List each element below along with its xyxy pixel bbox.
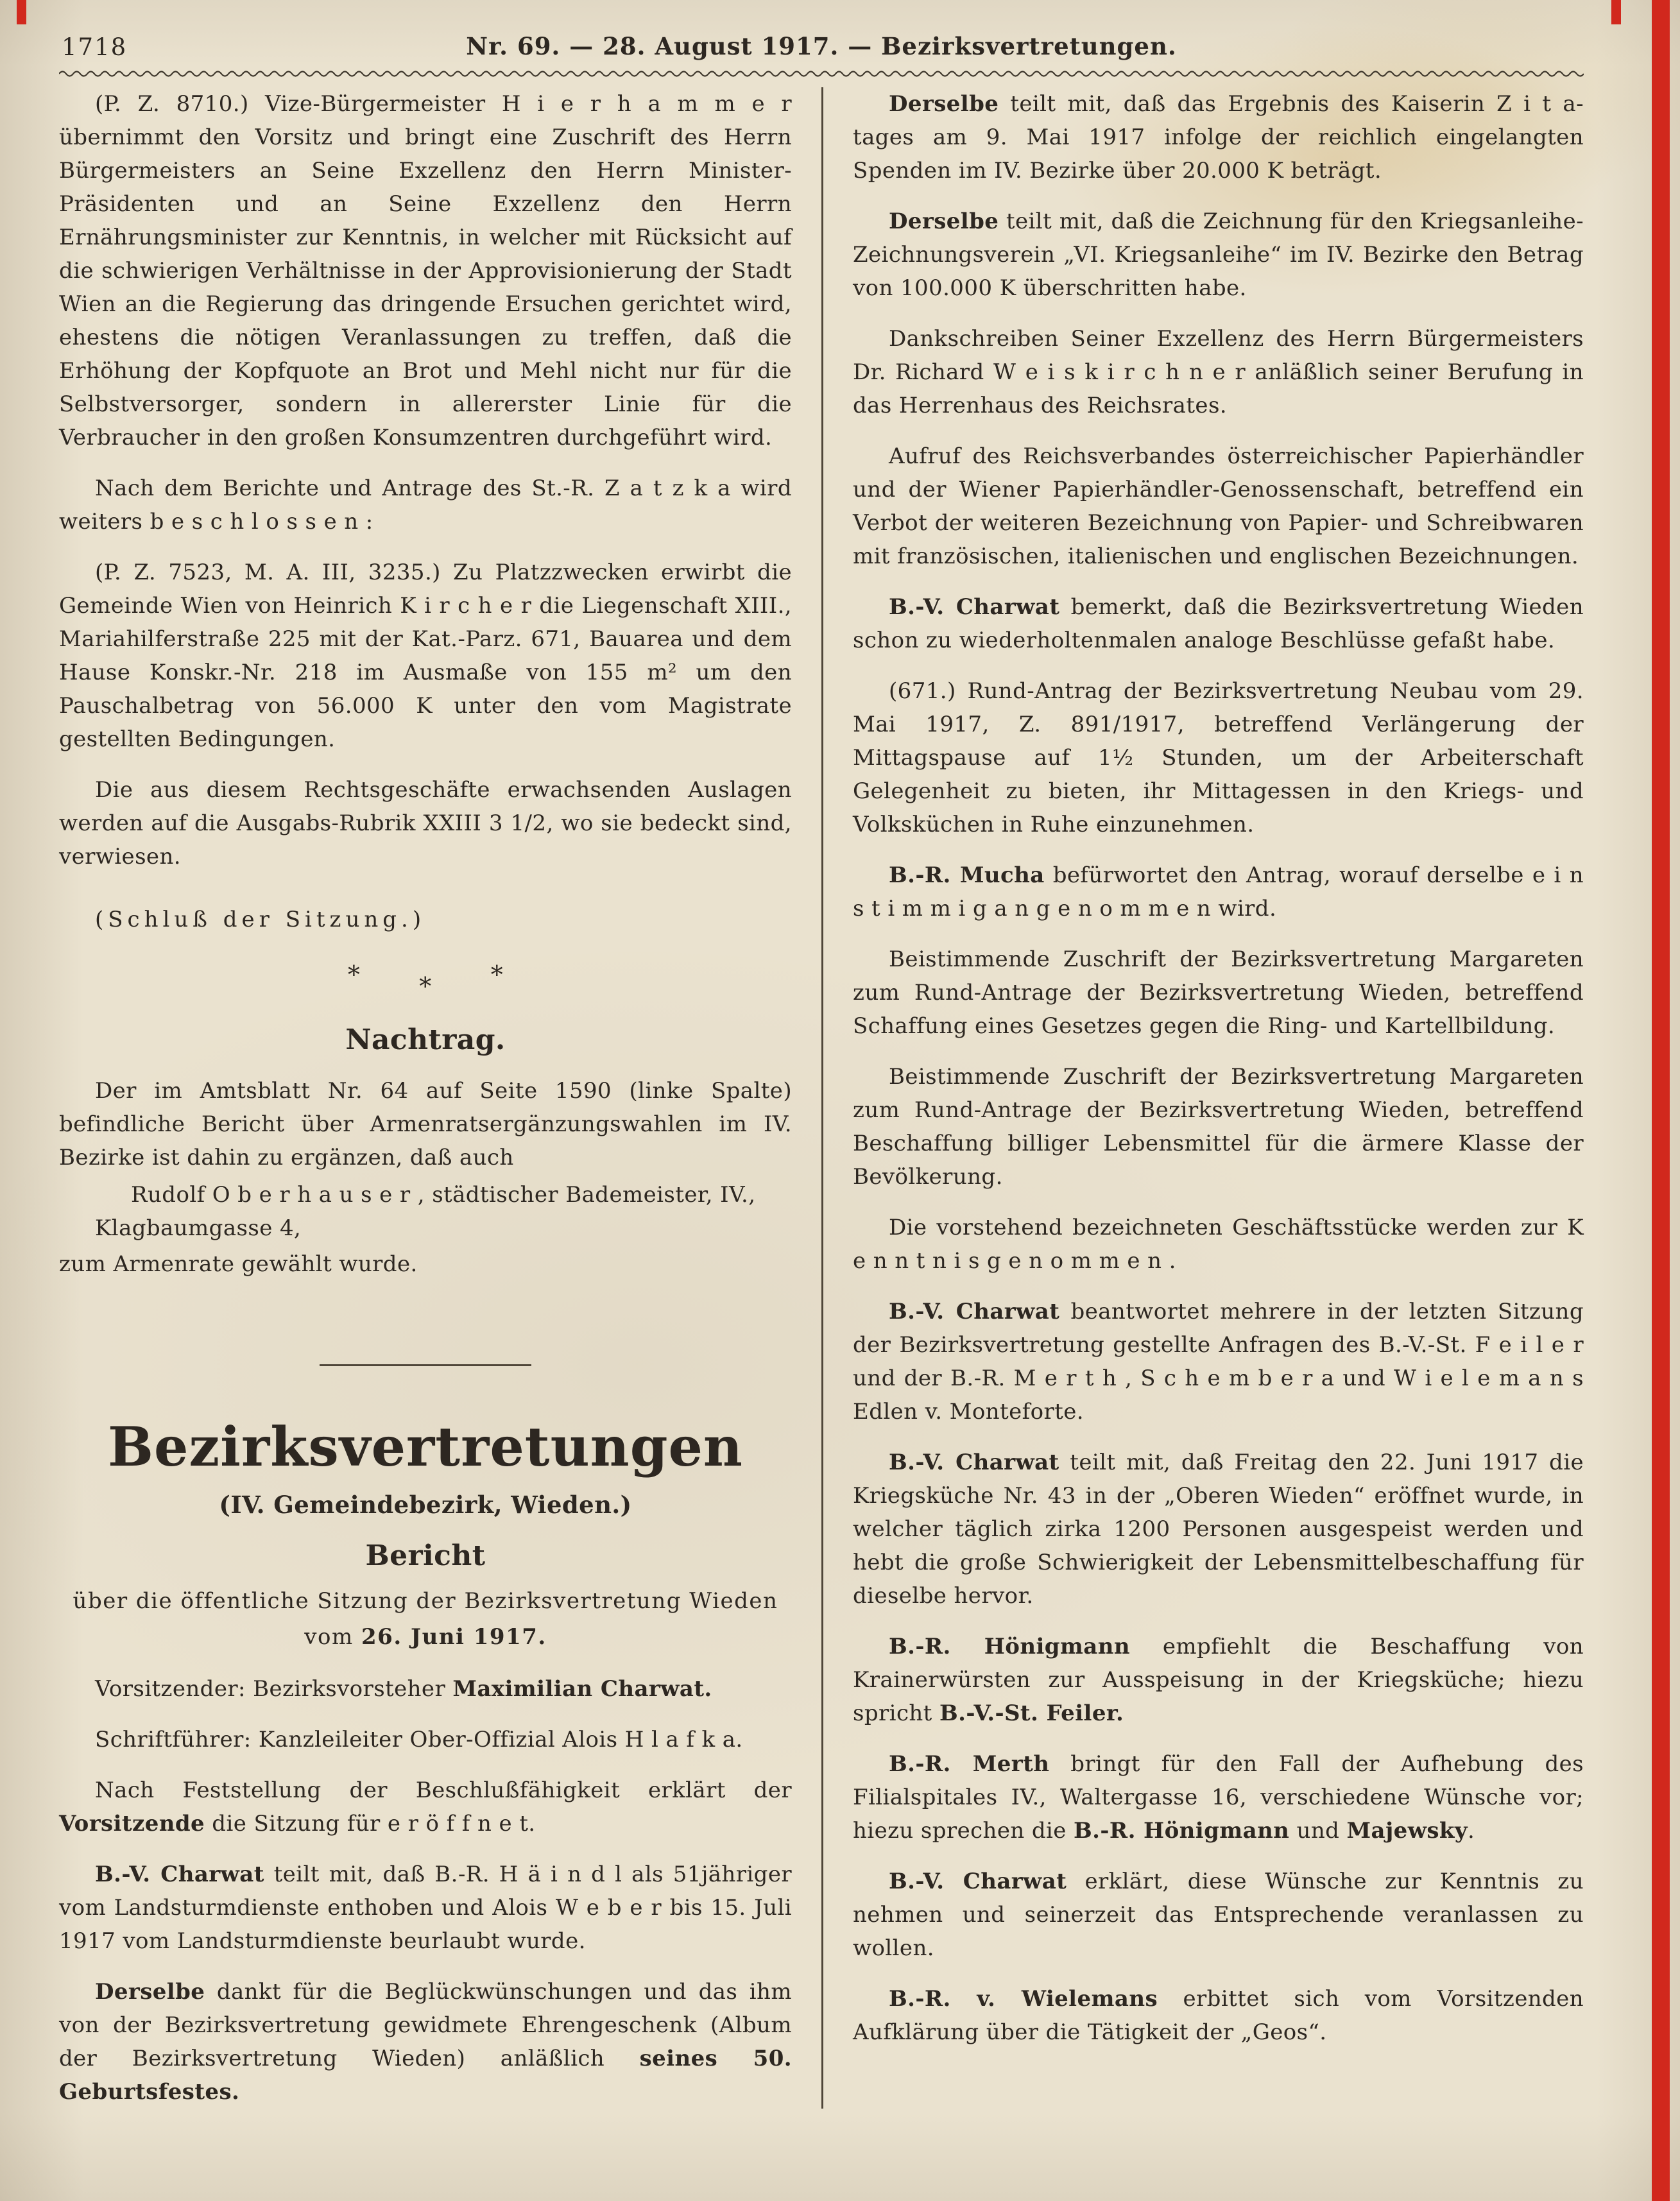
text-run: teilt mit, daß das Ergebnis des Kaiserin Z i t a-tages am 9. Mai 1917 infolge der reichlich eingelangten Spenden im IV. Bezirke über 20.000 K beträgt. [853,91,1584,184]
header-wavy-rule [59,69,1584,78]
session-closing-line [59,903,792,936]
bezirksvertretungen-title [59,1415,792,1478]
paragraph [59,1774,792,1840]
text-run: befürwortet den Antrag, worauf derselbe e i n s t i m m i g a n g e n o m m e n wird. [853,862,1584,921]
paragraph [853,87,1584,187]
asterisk: * [419,972,432,1000]
paragraph [853,205,1584,305]
text-run: Die aus diesem Rechtsgeschäfte erwachsenden Auslagen werden auf die Ausgabs-Rubrik XXIII 3 1/2, wo sie bedeckt sind, verwiesen. [59,777,792,869]
two-column-text [59,87,1584,2109]
text-run: erklärt, diese Wünsche zur Kenntnis zu nehmen und seinerzeit das Entsprechende veranlassen zu wollen. [853,1869,1584,1961]
emphasized-text: seines 50. Geburtsfestes. [59,2046,792,2105]
text-run: Schriftführer: Kanzleileiter Ober-Offizial Alois H l a f k a. [95,1727,743,1752]
text-run: Dankschreiben Seiner Exzellenz des Herrn Bürgermeisters Dr. Richard W e i s k i r c h n e r anläßlich seiner Berufung in das Herrenhaus des Reichsrates. [853,326,1584,418]
text-run: Beistimmende Zuschrift der Bezirksvertretung Margareten zum Rund-Antrage der Bezirksvertretung Wieden, betreffend Schaffung eines Gesetzes gegen die Ring- und Kartellbildung. [853,946,1584,1039]
right-column [821,87,1584,2109]
paragraph-rund-antrag-671 [853,674,1584,841]
text-run: Bericht [365,1539,486,1572]
text-run: Der im Amtsblatt Nr. 64 auf Seite 1590 (linke Spalte) befindliche Bericht über Armenratsergänzungswahlen im IV. Bezirke ist dahin zu ergänzen, daß auch [59,1078,792,1170]
emphasized-text: 26. Juni 1917. [361,1624,547,1650]
red-mark-top-left [17,0,26,24]
emphasized-text: B.-R. Hönigmann [889,1634,1130,1659]
text-run: über die öffentliche Sitzung der Bezirksvertretung Wieden vom [73,1588,778,1650]
paragraph [853,1295,1584,1428]
asterisk: * [490,961,504,989]
vorsitzender-line [59,1672,792,1706]
emphasized-text: B.-V. Charwat [95,1862,264,1887]
text-run: Rudolf O b e r h a u s e r , städtischer Bademeister, IV., Klagbaumgasse 4, [95,1182,756,1241]
paragraph [853,943,1584,1043]
text-run: (Schluß der Sitzung.) [95,907,426,932]
paragraph [853,322,1584,422]
emphasized-text: B.-V.-St. Feiler. [939,1700,1124,1726]
emphasized-text: B.-V. Charwat [889,1299,1060,1324]
text-run: Bezirksvertretungen [107,1415,743,1478]
text-run: Aufruf des Reichsverbandes österreichischer Papierhändler und der Wiener Papierhändler-Genossenschaft, betreffend ein Verbot der weiteren Bezeichnung von Papier- und Schreibwaren mit französischen, italienischen und englischen Bezeichnungen. [853,443,1584,569]
emphasized-text: B.-V. Charwat [889,1869,1067,1894]
red-mark-top-right [1611,0,1621,24]
paragraph [853,1630,1584,1730]
emphasized-text: B.-V. Charwat [889,594,1060,620]
emphasized-text: Derselbe [889,91,999,117]
wavy-line-path [59,72,1584,76]
text-run: . [1468,1818,1475,1844]
paragraph [853,1446,1584,1613]
paragraph-continuation [59,1247,792,1281]
paragraph [853,859,1584,925]
sitzung-subtitle [59,1583,792,1655]
text-run: (IV. Gemeindebezirk, Wieden.) [219,1491,632,1519]
emphasized-text: B.-V. Charwat [889,1450,1059,1475]
emphasized-text: B.-R. Merth [889,1751,1050,1777]
text-run: teilt mit, daß Freitag den 22. Juni 1917 die Kriegsküche Nr. 43 in der „Oberen Wieden“ eröffnet wurde, in welcher täglich zirka 1200 Personen ausgespeist werden und hebt die große Schwierigkeit der Lebensmittelbeschaffung für dieselbe hervor. [853,1450,1584,1609]
paragraph [59,472,792,538]
text-run: bringt für den Fall der Aufhebung des Filialspitales IV., Waltergasse 16, verschiedene Wünsche vor; hiezu sprechen die [853,1751,1584,1844]
text-run: teilt mit, daß die Zeichnung für den Kriegsanleihe-Zeichnungsverein „VI. Kriegsanleihe“ im IV. Bezirke den Betrag von 100.000 K überschritten habe. [853,209,1584,301]
paragraph [853,1211,1584,1278]
paragraph [59,773,792,873]
text-run: erbittet sich vom Vorsitzenden Aufklärung über die Tätigkeit der „Geos“. [853,1986,1584,2045]
paragraph [853,1982,1584,2049]
emphasized-text: Majewsky [1346,1818,1468,1844]
paragraph [59,1074,792,1174]
paragraph [853,590,1584,657]
text-run: empfiehlt die Beschaffung von Krainerwürsten zur Ausspeisung in der Kriegsküche; hiezu spricht [853,1634,1584,1726]
text-run: teilt mit, daß B.-R. H ä i n d l als 51jähriger vom Landsturmdienste enthoben und Alois W e b e r bis 15. Juli 1917 vom Landsturmdienste beurlaubt wurde. [59,1862,792,1954]
paragraph [853,440,1584,573]
emphasized-text: Vorsitzende [59,1811,205,1837]
schriftfuehrer-line [59,1723,792,1756]
bericht-heading [59,1539,792,1573]
paragraph [853,1865,1584,1965]
text-run: Nach dem Berichte und Antrage des St.-R. Z a t z k a wird weiters b e s c h l o s s e n : [59,475,792,535]
emphasized-text: B.-R. Mucha [889,862,1045,888]
emphasized-text: Maximilian Charwat. [452,1676,712,1702]
masthead-title: Nr. 69. — 28. August 1917. — Bezirksvertretungen. [466,32,1177,60]
text-run: Beistimmende Zuschrift der Bezirksvertretung Margareten zum Rund-Antrage der Bezirksvertretung Wieden, betreffend Beschaffung billiger Lebensmittel für die ärmere Klasse der Bevölkerung. [853,1064,1584,1190]
section-rule [320,1364,531,1366]
emphasized-text: Derselbe [95,1979,205,2005]
text-run: Die vorstehend bezeichneten Geschäftsstücke werden zur K e n n t n i s g e n o m m e n . [853,1215,1584,1274]
armenrat-name-line [95,1178,773,1245]
left-column [59,87,821,2109]
text-run: und [1289,1818,1347,1844]
paragraph [853,1060,1584,1194]
gemeindebezirk-subheading [59,1488,792,1521]
text-run: (671.) Rund-Antrag der Bezirksvertretung Neubau vom 29. Mai 1917, Z. 891/1917, betreffend Verlängerung der Mittagspause auf 1½ Stunden, um der Arbeiterschaft Gelegenheit zu bieten, ihr Mittagessen in den Kriegs- und Volksküchen in Ruhe einzunehmen. [853,678,1584,837]
paragraph [59,1858,792,1958]
text-run: (P. Z. 7523, M. A. III, 3235.) Zu Platzzwecken erwirbt die Gemeinde Wien von Heinrich K i r c h e r die Liegenschaft XIII., Mariahilferstraße 225 mit der Kat.-Parz. 671, Bauarea und dem Hause Konskr.-Nr. 218 im Ausmaße von 155 m² um den Pauschalbetrag von 56.000 K unter den vom Magistrate gestellten Bedingungen. [59,560,792,752]
paragraph-pz-8710 [59,87,792,454]
text-run: bemerkt, daß die Bezirksvertretung Wieden schon zu wiederholtenmalen analoge Beschlüsse gefaßt habe. [853,594,1584,653]
text-run: Nachtrag. [345,1023,506,1056]
page-header [59,28,1584,67]
text-run: zum Armenrate gewählt wurde. [59,1251,418,1277]
paragraph [59,1975,792,2109]
nachtrag-heading [59,1023,792,1057]
red-edge-stripe [1652,0,1670,2201]
paragraph-pz-7523 [59,556,792,756]
emphasized-text: B.-R. v. Wielemans [889,1986,1158,2012]
asterisk: * [347,961,361,989]
page-number: 1718 [62,33,128,61]
emphasized-text: B.-R. Hönigmann [1074,1818,1290,1844]
text-run: dankt für die Beglückwünschungen und das ihm von der Bezirksvertretung gewidmete Ehrengeschenk (Album der Bezirksvertretung Wieden) anläßlich [59,1979,792,2071]
text-run: die Sitzung für e r ö f f n e t. [205,1811,536,1837]
emphasized-text: Derselbe [889,209,999,234]
text-run: Nach Feststellung der Beschlußfähigkeit erklärt der [95,1777,792,1803]
text-run: Vorsitzender: Bezirksvorsteher [95,1676,453,1702]
paragraph [853,1747,1584,1847]
asterism-separator [59,958,792,1006]
text-run: (P. Z. 8710.) Vize-Bürgermeister H i e r h a m m e r übernimmt den Vorsitz und bringt eine Zuschrift des Herrn Bürgermeisters an Seine Exzellenz den Herrn Minister-Präsidenten und an Seine Exzellenz den Herrn Ernährungsminister zur Kenntnis, in welcher mit Rücksicht auf die schwierigen Verhältnisse in der Approvisionierung der Stadt Wien an die Regierung das dringende Ersuchen gerichtet wird, ehestens die nötigen Veranlassungen zu treffen, daß die Erhöhung der Kopfquote an Brot und Mehl nicht nur für die Selbstversorger, sondern in allererster Linie für die Verbraucher in den großen Konsumzentren durchgeführt wird. [59,91,792,450]
text-run: beantwortet mehrere in der letzten Sitzung der Bezirksvertretung gestellte Anfragen des B.-V.-St. F e i l e r und der B.-R. M e r t h , S c h e m b e r a und W i e l e m a n s Edlen v. Monteforte. [853,1299,1584,1425]
